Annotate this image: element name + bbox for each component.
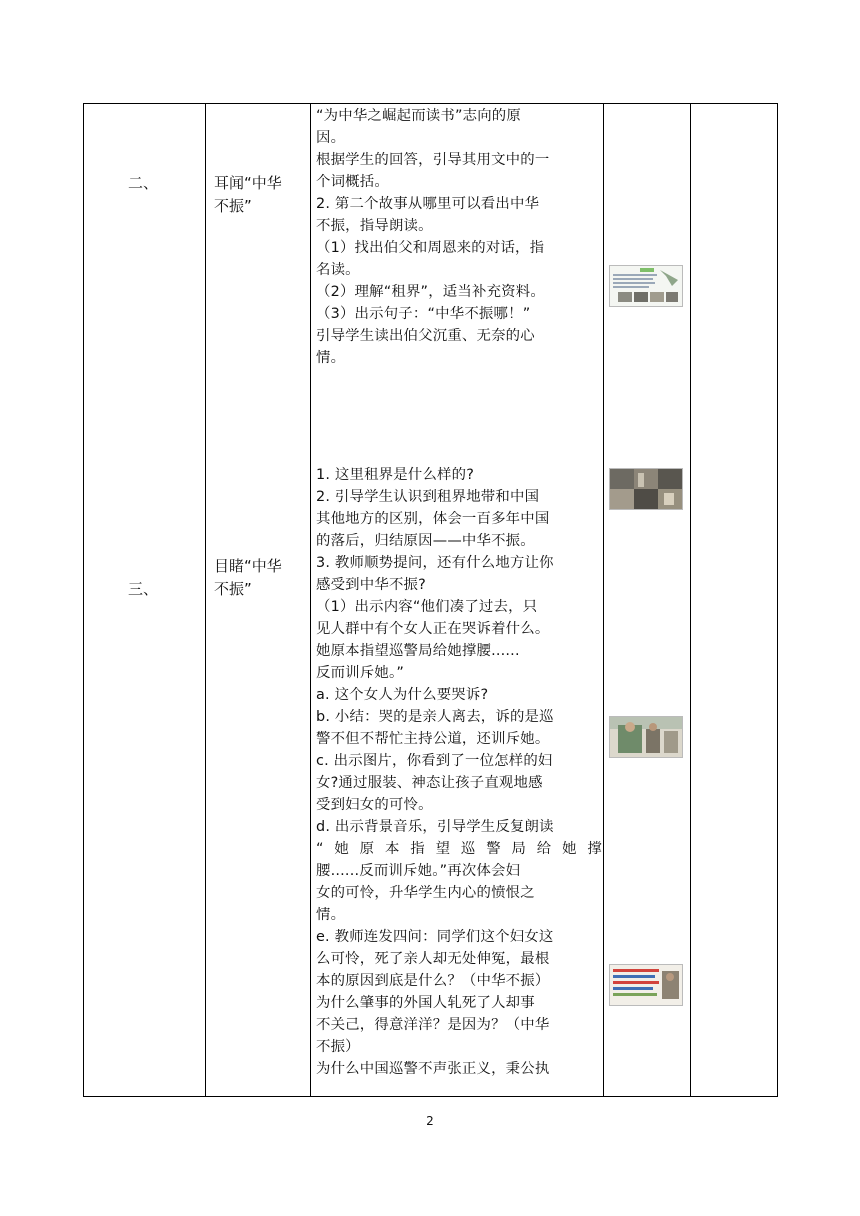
content-line: 她原本指望巡警局给她撑腰...... <box>316 643 520 659</box>
step-number-2: 二、 <box>128 174 159 192</box>
content-line: （3）出示句子：“中华不振哪！” <box>316 306 531 322</box>
content-line: 因。 <box>316 130 346 146</box>
content-line: 不关己，得意洋洋？是因为？（中华 <box>316 1017 550 1033</box>
content-line: 为什么肇事的外国人轧死了人却事 <box>316 995 535 1011</box>
content-line: 根据学生的回答，引导其用文中的一 <box>316 152 550 168</box>
content-line: （1）出示内容“他们凑了过去，只 <box>316 599 538 615</box>
table-left-border <box>83 103 84 1097</box>
content-line: 见人群中有个女人正在哭诉着什么。 <box>316 621 550 637</box>
content-line: 引导学生读出伯父沉重、无奈的心 <box>316 328 535 344</box>
content-line: d. 出示背景音乐，引导学生反复朗读 <box>316 819 554 835</box>
content-line: 不振，指导朗读。 <box>316 218 433 234</box>
content-line: 情。 <box>316 907 346 923</box>
content-line: c. 出示图片，你看到了一位怎样的妇 <box>316 753 553 769</box>
slide-thumbnail-weeping-woman <box>609 716 683 758</box>
table-right-border <box>777 103 778 1097</box>
step-title-2-line-1: 耳闻“中华 <box>214 174 282 192</box>
step-content-3 <box>316 464 602 1080</box>
content-line: a. 这个女人为什么要哭诉? <box>316 687 489 703</box>
content-line: 为什么中国巡警不声张正义，秉公执 <box>316 1061 550 1077</box>
content-line: 不振） <box>316 1039 360 1055</box>
content-line: 腰......反而训斥她。”再次体会妇 <box>316 863 521 879</box>
content-line: 女的可怜，升华学生内心的愤恨之 <box>316 885 535 901</box>
content-line: 2. 引导学生认识到租界地带和中国 <box>316 489 540 505</box>
step-title-3 <box>214 555 282 601</box>
step-title-3-line-1: 目睹“中华 <box>214 557 282 575</box>
content-line: b. 小结：哭的是亲人离去，诉的是巡 <box>316 709 554 725</box>
content-line: 其他地方的区别，体会一百多年中国 <box>316 511 550 527</box>
page-number: 2 <box>426 1114 434 1128</box>
column-divider-1 <box>205 103 206 1097</box>
content-line: “她原本指望巡警局给她撑 <box>316 841 602 857</box>
step-title-3-line-2: 不振” <box>214 580 252 598</box>
step-number-3: 三、 <box>128 580 159 598</box>
content-line: 么可怜，死了亲人却无处伸冤，最根 <box>316 951 550 967</box>
content-line: 3. 教师顺势提问，还有什么地方让你 <box>316 555 554 571</box>
content-line: 1. 这里租界是什么样的? <box>316 467 475 483</box>
column-divider-4 <box>690 103 691 1097</box>
slide-thumbnail-concession-info <box>609 265 683 307</box>
column-divider-3 <box>603 103 604 1097</box>
content-line: 女?通过服装、神态让孩子直观地感 <box>316 775 543 791</box>
table-top-border <box>83 103 778 104</box>
content-line: “为中华之崛起而读书”志向的原 <box>316 108 521 124</box>
content-line: 反而训斥她。” <box>316 665 404 681</box>
content-line: 感受到中华不振? <box>316 577 426 593</box>
step-title-2 <box>214 172 282 218</box>
content-line: 警不但不帮忙主持公道，还训斥她。 <box>316 731 550 747</box>
content-line: 2. 第二个故事从哪里可以看出中华 <box>316 196 540 212</box>
content-line: 本的原因到底是什么？（中华不振） <box>316 973 550 989</box>
content-line: （1）找出伯父和周恩来的对话，指 <box>316 240 545 256</box>
content-line: 情。 <box>316 350 346 366</box>
content-line: 名读。 <box>316 262 360 278</box>
slide-thumbnail-concession-photos <box>609 468 683 510</box>
column-divider-2 <box>310 103 311 1097</box>
slide-thumbnail-four-questions <box>609 964 683 1006</box>
step-title-2-line-2: 不振” <box>214 197 252 215</box>
table-bottom-border <box>83 1096 778 1097</box>
content-line: 的落后，归结原因——中华不振。 <box>316 533 535 549</box>
content-line: 个词概括。 <box>316 174 389 190</box>
content-line: e. 教师连发四问：同学们这个妇女这 <box>316 929 554 945</box>
step-content-2 <box>316 105 602 369</box>
content-line: 受到妇女的可怜。 <box>316 797 433 813</box>
content-line: （2）理解“租界”，适当补充资料。 <box>316 284 545 300</box>
